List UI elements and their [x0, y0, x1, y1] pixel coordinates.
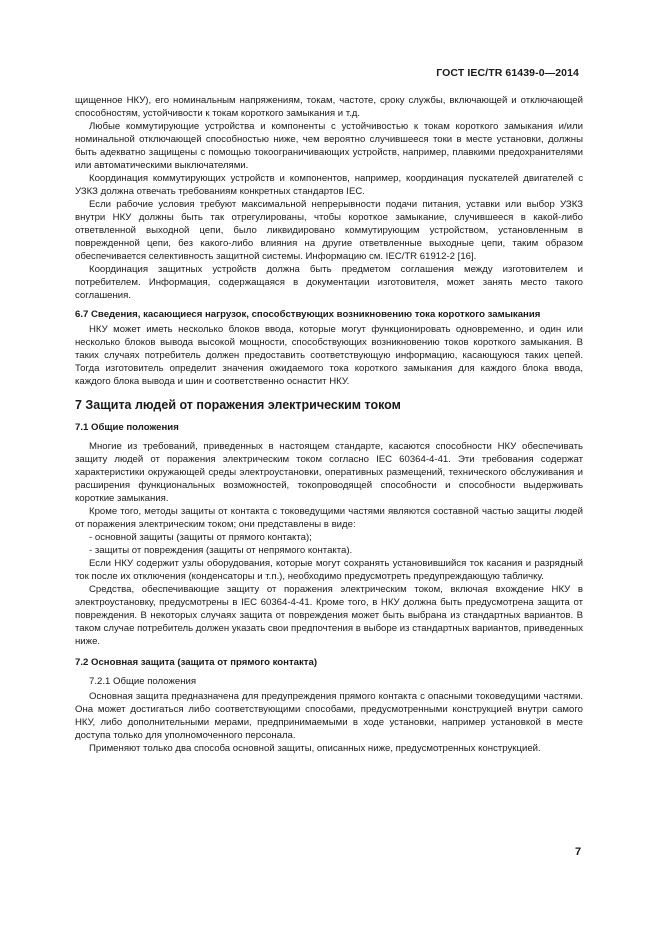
paragraph-switching-devices: Любые коммутирующие устройства и компоненты с устойчивостью к токам короткого замыкания и/или номинальной отключающей способностью ниже, чем вероятно случившееся токи в месте установки, должны быть адекватно защищены с помощью токоограничивающих устройств, например, плавкими предохранителями или автоматическими выключателями.: [75, 121, 583, 171]
section-7-2-paragraph-1: Основная защита предназначена для предупреждения прямого контакта с опасными токоведущими частями. Она может достигаться либо соответствующими способами, предусмотренными конструкцией внутри самого НКУ, либо дополнительными мерами, предпринимаемыми в ходе установки, например установкой в месте доступа только для уполномоченного персонала.: [75, 691, 583, 741]
section-7-1-paragraph-2: Кроме того, методы защиты от контакта с токоведущими частями являются составной частью защиты людей от поражения электрическим током; они представлены в виде:: [75, 506, 583, 530]
section-7-1-heading: 7.1 Общие положения: [75, 422, 179, 433]
paragraph-continuation: щищенное НКУ), его номинальным напряжениям, токам, частоте, сроку службы, включающей и отключающей способностям, устойчивости к токам короткого замыкания и т.д.: [75, 95, 583, 119]
document-id-header: ГОСТ IEC/TR 61439-0—2014: [436, 67, 579, 79]
paragraph-selectivity: Если рабочие условия требуют максимальной непрерывности подачи питания, уставки или выбор УЗКЗ внутри НКУ должны быть так отрегулированы, чтобы короткое замыкание, случившееся в какой-либо ответвленной выходной цепи, было ликвидировано коммутирующим устройством, установленным в поврежденной цепи, без какого-либо влияния на другие ответвленные выходные цепи, таким образом обеспечивается селективность защитной системы. Информацию см. IEC/TR 61912-2 [16].: [75, 199, 583, 262]
section-6-7-text: НКУ может иметь несколько блоков ввода, которые могут функционировать одновременно, и один или несколько блоков вывода высокой мощности, способствующих возникновению токов короткого замыкания. В таких случаях потребитель должен предоставить соответствующую информацию, касающуюся таких цепей. Тогда изготовитель определит значения ожидаемого тока короткого замыкания для каждого блока ввода, каждого блока вывода и шин и соответственно оснастит НКУ.: [75, 324, 583, 387]
section-7-2-1-heading: 7.2.1 Общие положения: [89, 676, 197, 687]
section-7-1-paragraph-3: Если НКУ содержит узлы оборудования, которые могут сохранять установившийся ток касания и разрядный ток после их отключения (конденсаторы и т.п.), необходимо предусмотреть предупреждающую табличку.: [75, 558, 583, 582]
paragraph-coordination: Координация коммутирующих устройств и компонентов, например, координация пускателей двигателей с УЗКЗ должна отвечать требованиям конкретных стандартов IEC.: [75, 173, 583, 197]
paragraph-agreement: Координация защитных устройств должна быть предметом соглашения между изготовителем и потребителем. Информация, содержащаяся в документации изготовителя, может занять место такого соглашения.: [75, 264, 583, 301]
section-7-2-heading: 7.2 Основная защита (защита от прямого контакта): [75, 657, 318, 668]
list-item-basic-protection: - основной защиты (защиты от прямого контакта);: [89, 532, 312, 543]
section-7-2-paragraph-2: Применяют только два способа основной защиты, описанных ниже, предусмотренных конструкцией.: [89, 743, 541, 754]
section-7-1-paragraph-1: Многие из требований, приведенных в настоящем стандарте, касаются способности НКУ обеспечивать защиту людей от поражения электрическим током согласно IEC 60364-4-41. Эти требования содержат характеристики окружающей среды электроустановки, оперативных размещений, технического обслуживания и расширения функциональных возможностей, токопроводящей способности и способности выдерживать короткие замыкания.: [75, 441, 583, 504]
section-7-heading: 7 Защита людей от поражения электрическим током: [75, 398, 401, 412]
section-6-7-heading: 6.7 Сведения, касающиеся нагрузок, способствующих возникновению тока короткого замыкания: [75, 309, 541, 320]
section-7-1-paragraph-4: Средства, обеспечивающие защиту от поражения электрическим током, включая вхождение НКУ в электроустановку, предусмотрены в IEC 60364-4-41. Кроме того, в НКУ должна быть предусмотрена защита от повреждения. В некоторых случаях защита от повреждения может быть выбрана из стандартных вариантов. В таком случае потребитель должен указать свои предпочтения в выборе из стандартных вариантов, приведенных ниже.: [75, 584, 583, 647]
page-number: 7: [575, 846, 582, 858]
page-content: [75, 94, 583, 755]
list-item-fault-protection: - защиты от повреждения (защиты от непрямого контакта).: [89, 545, 353, 556]
